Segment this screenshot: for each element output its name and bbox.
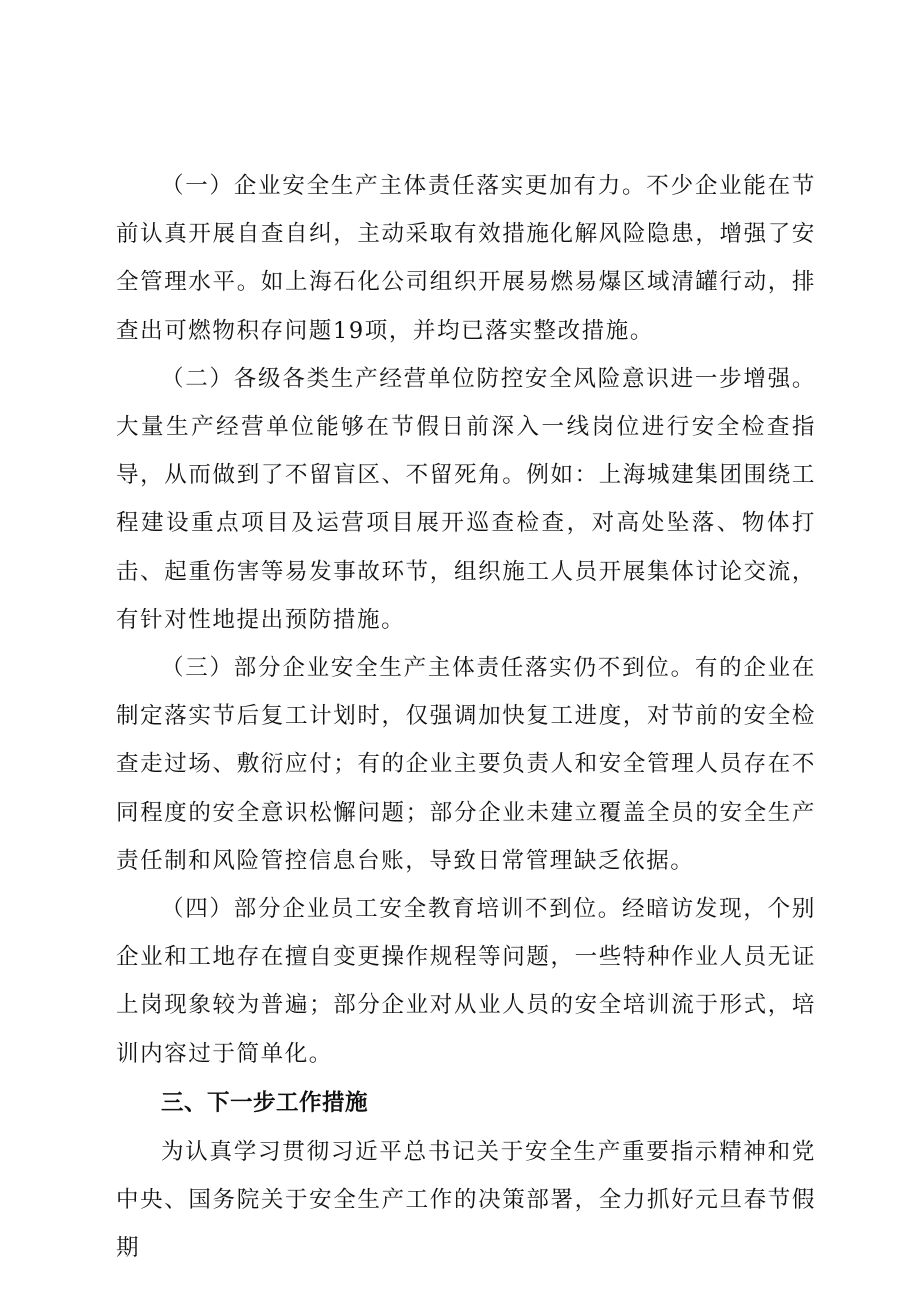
- document-body: [116, 162, 816, 1272]
- paragraph-4: （四）部分企业员工安全教育培训不到位。经暗访发现，个别企业和工地存在擅自变更操作规程等问题，一些特种作业人员无证上岗现象较为普遍；部分企业对从业人员的安全培训流于形式，培训内容过于简单化。: [116, 896, 816, 1067]
- paragraph-1: （一）企业安全生产主体责任落实更加有力。不少企业能在节前认真开展自查自纠，主动采取有效措施化解风险隐患，增强了安全管理水平。如上海石化公司组织开展易燃易爆区域清罐行动，排查出可燃物积存问题19项，并均已落实整改措施。: [116, 173, 816, 344]
- paragraph-3: （三）部分企业安全生产主体责任落实仍不到位。有的企业在制定落实节后复工计划时，仅强调加快复工进度，对节前的安全检查走过场、敷衍应付；有的企业主要负责人和安全管理人员存在不同程度的安全意识松懈问题；部分企业未建立覆盖全员的安全生产责任制和风险管控信息台账，导致日常管理缺乏依据。: [116, 655, 816, 874]
- closing-paragraph: 为认真学习贯彻习近平总书记关于安全生产重要指示精神和党中央、国务院关于安全生产工作的决策部署，全力抓好元旦春节假期: [116, 1138, 816, 1262]
- paragraph-2: （二）各级各类生产经营单位防控安全风险意识进一步增强。大量生产经营单位能够在节假日前深入一线岗位进行安全检查指导，从而做到了不留盲区、不留死角。例如：上海城建集团围绕工程建设重点项目及运营项目展开巡查检查，对高处坠落、物体打击、起重伤害等易发事故环节，组织施工人员开展集体讨论交流，有针对性地提出预防措施。: [116, 365, 816, 633]
- section-heading: 三、下一步工作措施: [161, 1089, 369, 1116]
